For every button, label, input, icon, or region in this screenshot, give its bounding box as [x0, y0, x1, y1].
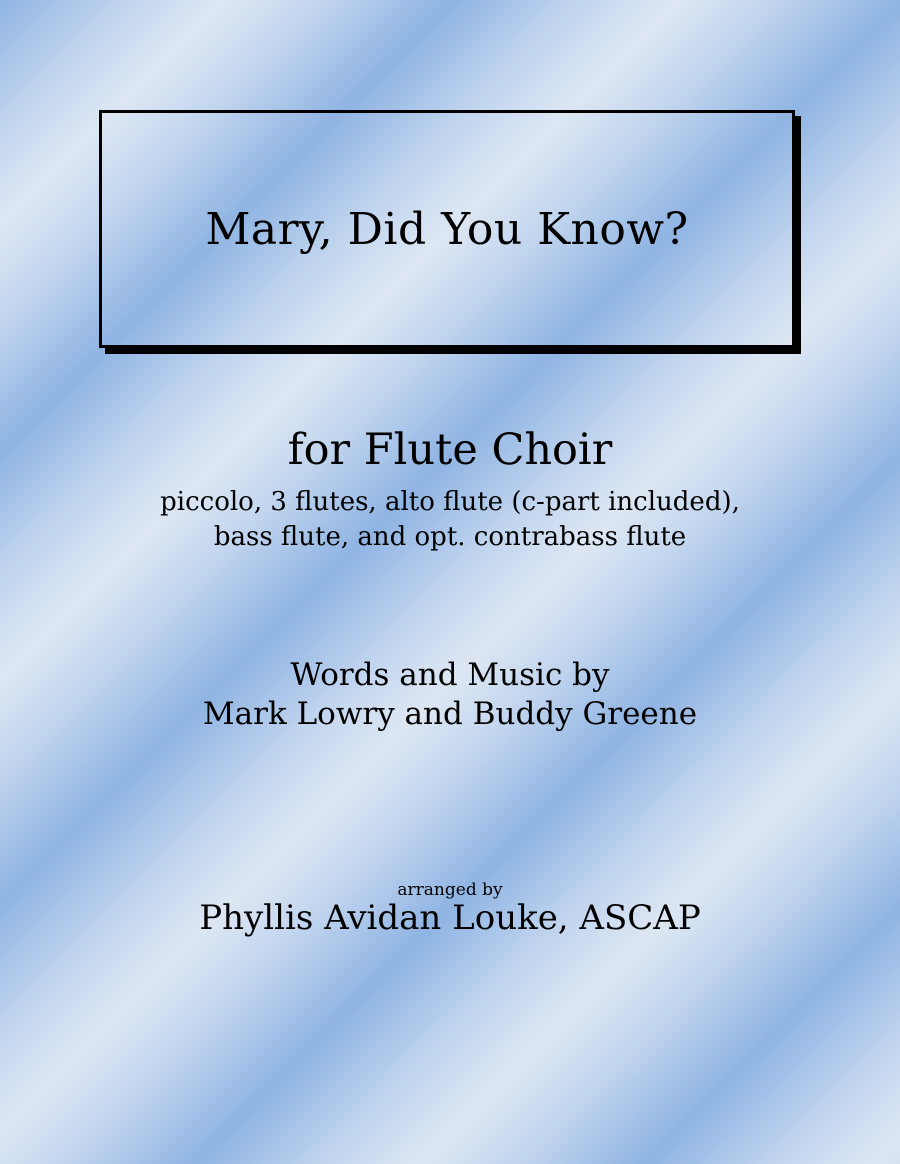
instrumentation-line-2: bass flute, and opt. contrabass flute	[213, 522, 687, 552]
instrumentation-line-1: piccolo, 3 flutes, alto flute (c-part included),	[160, 487, 740, 517]
page-title: Mary, Did You Know?	[205, 203, 689, 255]
composers: Mark Lowry and Buddy Greene	[202, 696, 698, 732]
instrumentation	[0, 485, 900, 555]
credits-label: Words and Music by	[290, 657, 610, 693]
subtitle: for Flute Choir	[287, 425, 613, 475]
title-box	[99, 110, 795, 348]
credits	[0, 656, 900, 734]
arranger-name: Phyllis Avidan Louke, ASCAP	[199, 898, 701, 938]
arranged-by-label: arranged by	[397, 880, 503, 900]
